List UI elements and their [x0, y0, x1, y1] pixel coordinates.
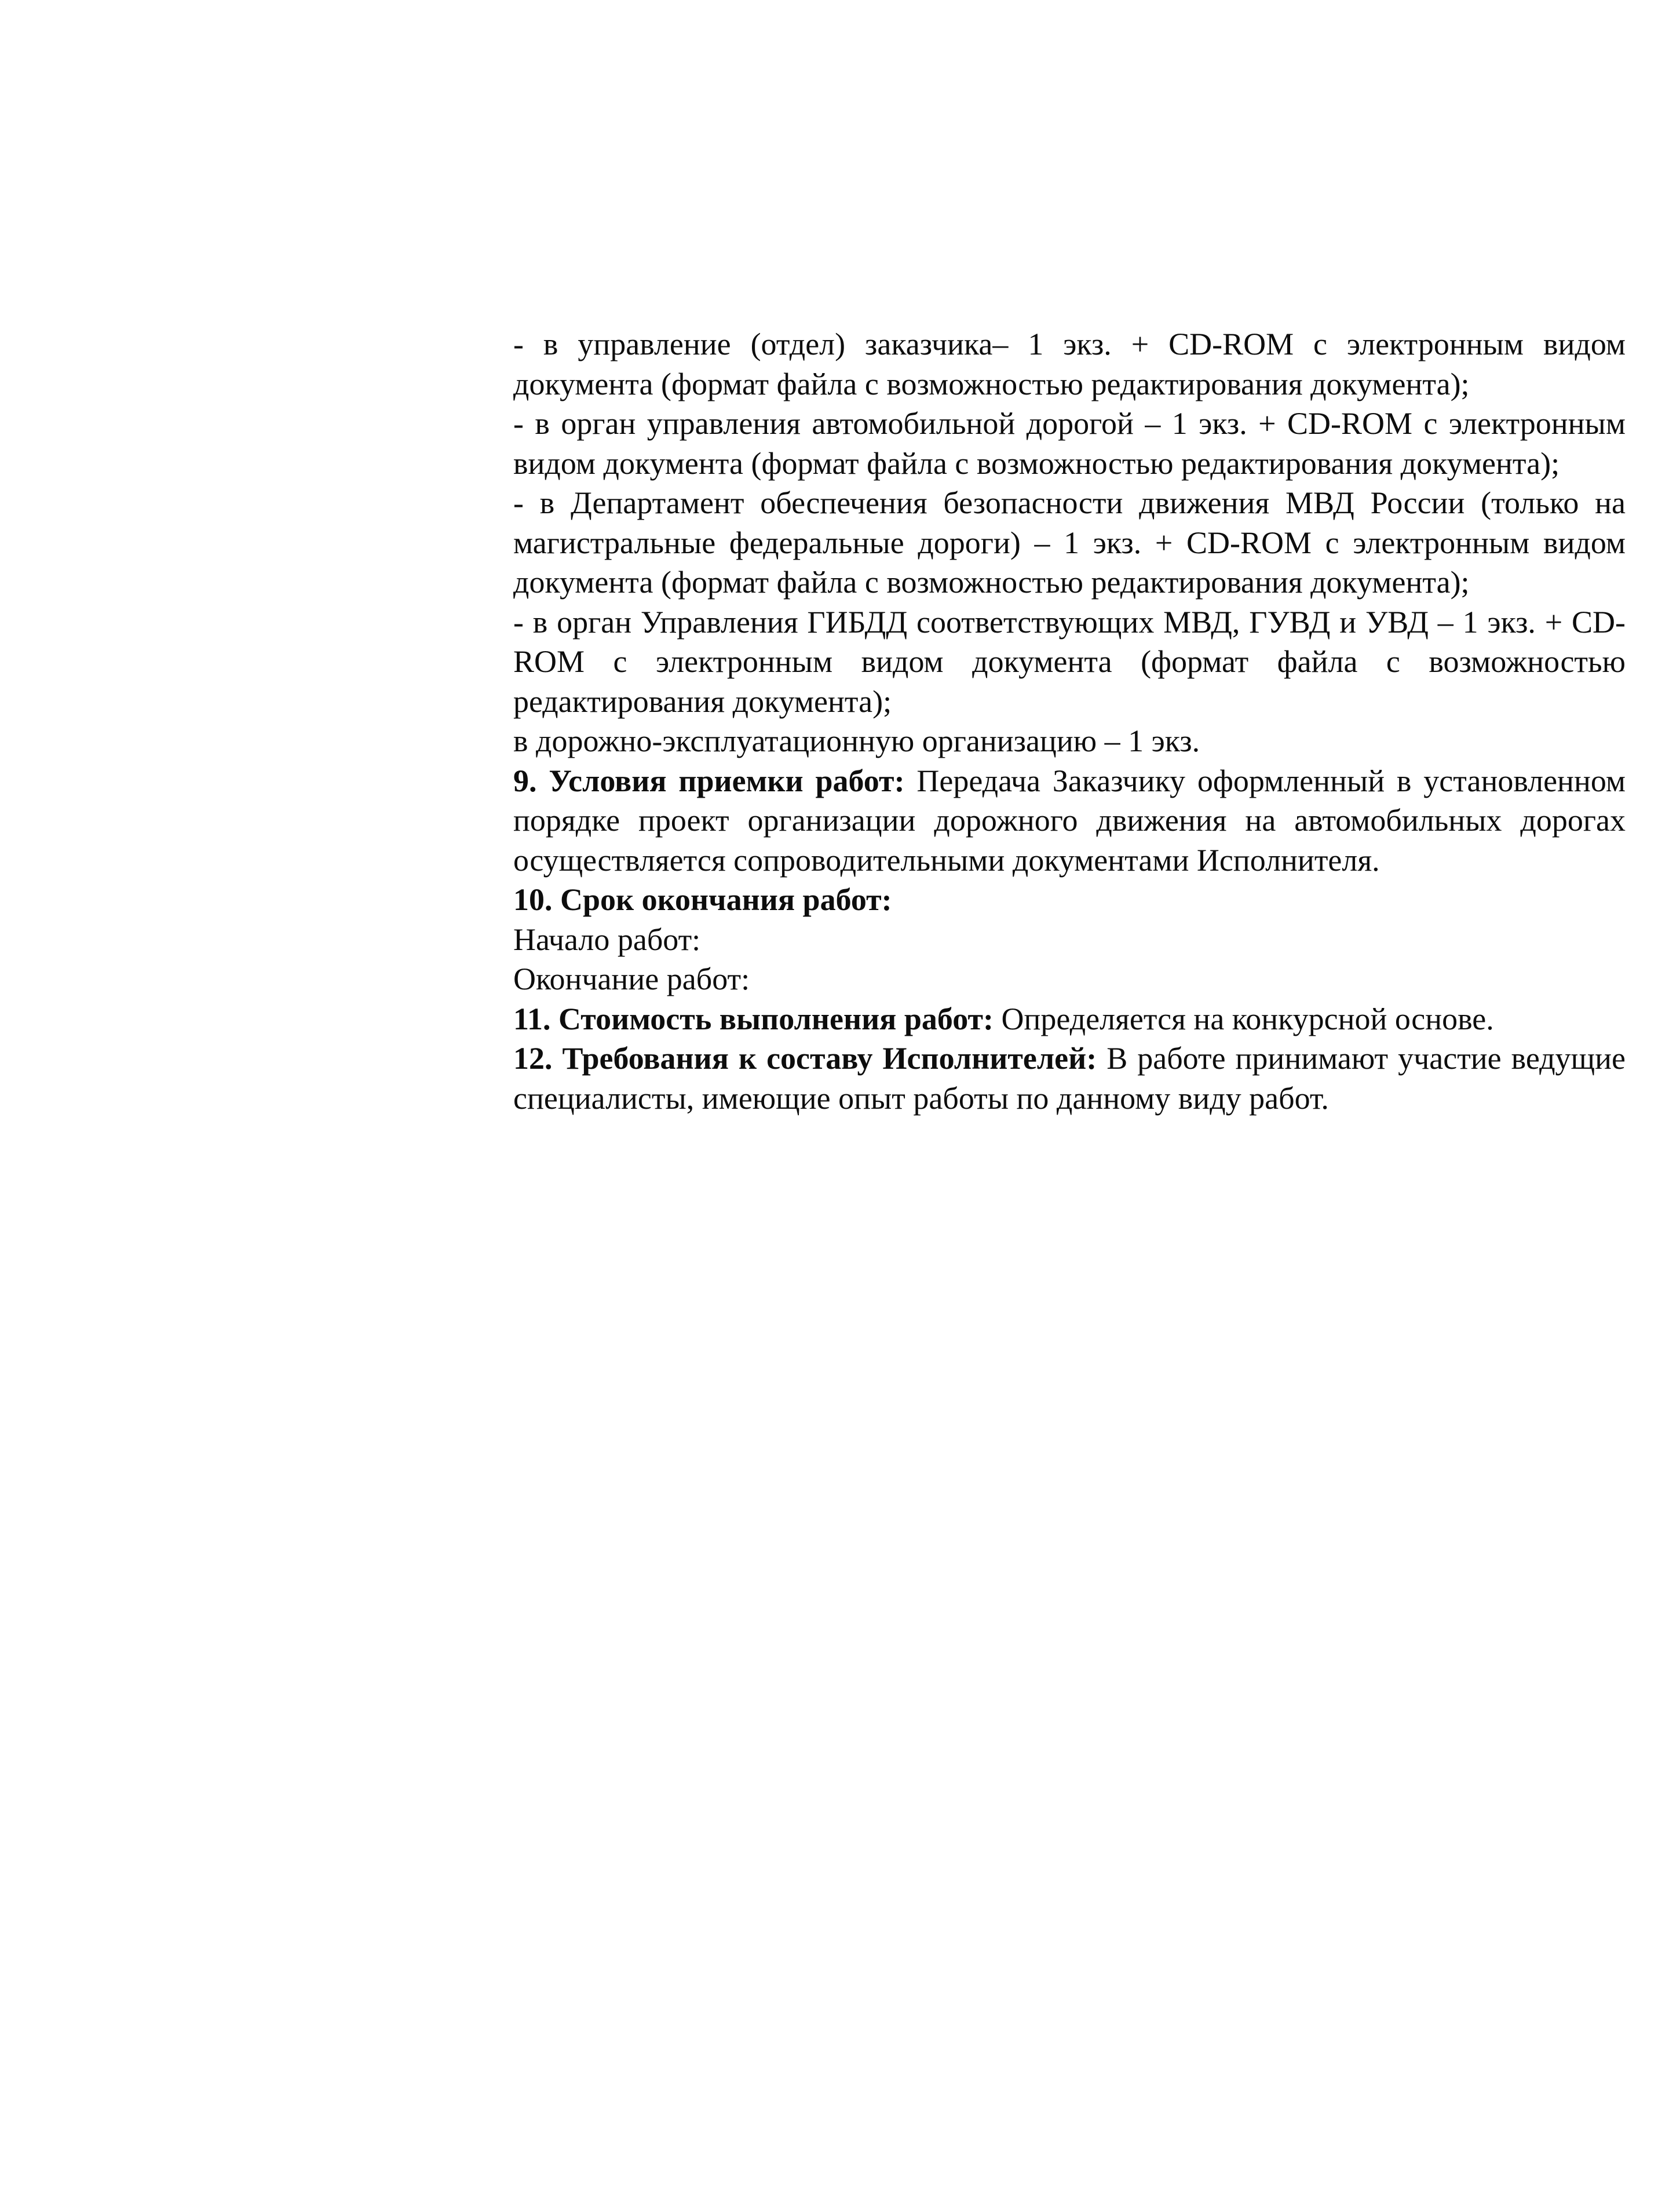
distribution-item-4: - в орган Управления ГИБДД соответствующих МВД, ГУВД и УВД – 1 экз. + CD-ROM с электронным видом документа (формат файла с возможностью редактирования документа);: [513, 604, 1626, 719]
distribution-item-1: - в управление (отдел) заказчика– 1 экз. + CD-ROM с электронным видом документа (формат файла с возможностью редактирования документа);: [513, 327, 1626, 401]
section-12-text: В работе принимают участие ведущие специалисты, имеющие опыт работы по данному виду работ.: [513, 1041, 1626, 1116]
distribution-item-5: в дорожно-эксплуатационную организацию – 1 экз.: [513, 724, 1200, 758]
section-9-heading: 9. Условия приемки работ:: [513, 763, 905, 798]
section-10-heading-text: 10. Срок окончания работ:: [513, 882, 892, 917]
section-11-text: Определяется на конкурсной основе.: [994, 1001, 1494, 1036]
document-body: [513, 324, 1626, 1118]
section-9: [513, 761, 1626, 881]
section-12: [513, 1039, 1626, 1118]
section-9-text: Передача Заказчику оформленный в установленном порядке проект организации дорожного движения на автомобильных дорогах осуществляется сопроводительными документами Исполнителя.: [513, 763, 1626, 878]
section-10-heading: [513, 880, 1626, 920]
section-11: [513, 999, 1626, 1039]
distribution-item-3: - в Департамент обеспечения безопасности движения МВД России (только на магистральные федеральные дороги) – 1 экз. + CD-ROM с электронным видом документа (формат файла с возможностью редактирования документа);: [513, 485, 1626, 600]
section-10-end-label: Окончание работ:: [513, 962, 750, 996]
section-11-heading: 11. Стоимость выполнения работ:: [513, 1001, 994, 1036]
section-10-start-label: Начало работ:: [513, 922, 701, 957]
section-12-heading: 12. Требования к составу Исполнителей:: [513, 1041, 1097, 1076]
distribution-item-2: - в орган управления автомобильной дорогой – 1 экз. + CD-ROM с электронным видом документа (формат файла с возможностью редактирования документа);: [513, 406, 1626, 481]
